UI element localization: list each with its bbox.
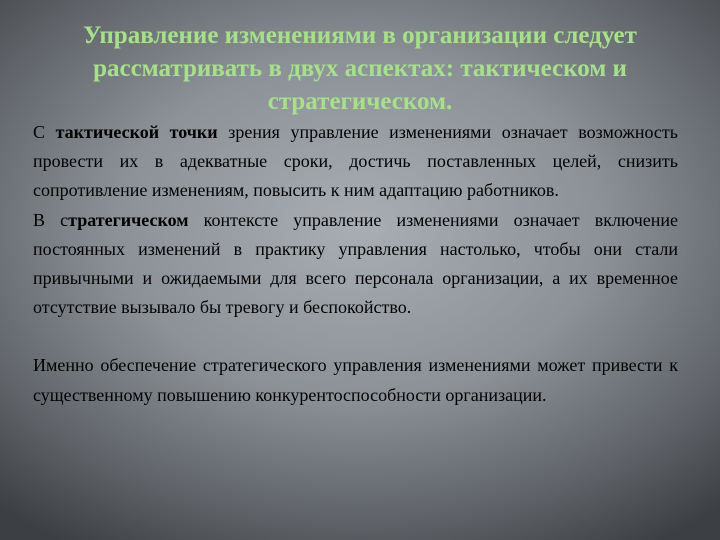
tactical-text: зрения управление изменениями означает возможность провести их в адекватные сроки, достичь поставленных целей, снизить сопротивление изменениям, повысить к ним адаптацию работников. xyxy=(33,122,678,201)
title-emphasis: тактическом и стратегическом xyxy=(267,55,627,115)
strategic-bold: тратегическом xyxy=(68,209,189,230)
paragraph-strategic xyxy=(33,206,678,323)
title-lead: Управление изменениями в организации следует рассматривать в двух аспектах: xyxy=(83,22,637,82)
title-tail: . xyxy=(446,88,453,115)
paragraph-tactical xyxy=(33,118,678,206)
paragraph-spacer xyxy=(33,322,678,351)
conclusion-text: Именно обеспечение стратегического управления изменениями может привести к существенному повышению конкурентоспособности организации. xyxy=(33,355,678,405)
tactical-prefix: С xyxy=(33,122,56,142)
strategic-prefix: В с xyxy=(33,209,69,230)
tactical-bold: тактической точки xyxy=(55,122,218,142)
paragraph-conclusion xyxy=(33,351,678,409)
slide-body xyxy=(33,118,678,410)
strategic-text: контексте управление изменениями означает включение постоянных изменений в практику управления настолько, чтобы они стали привычными и ожидаемыми для всего персонала организации, а их временное отсутствие вызывало бы тревогу и беспокойство. xyxy=(33,209,679,318)
slide-title xyxy=(40,19,680,118)
